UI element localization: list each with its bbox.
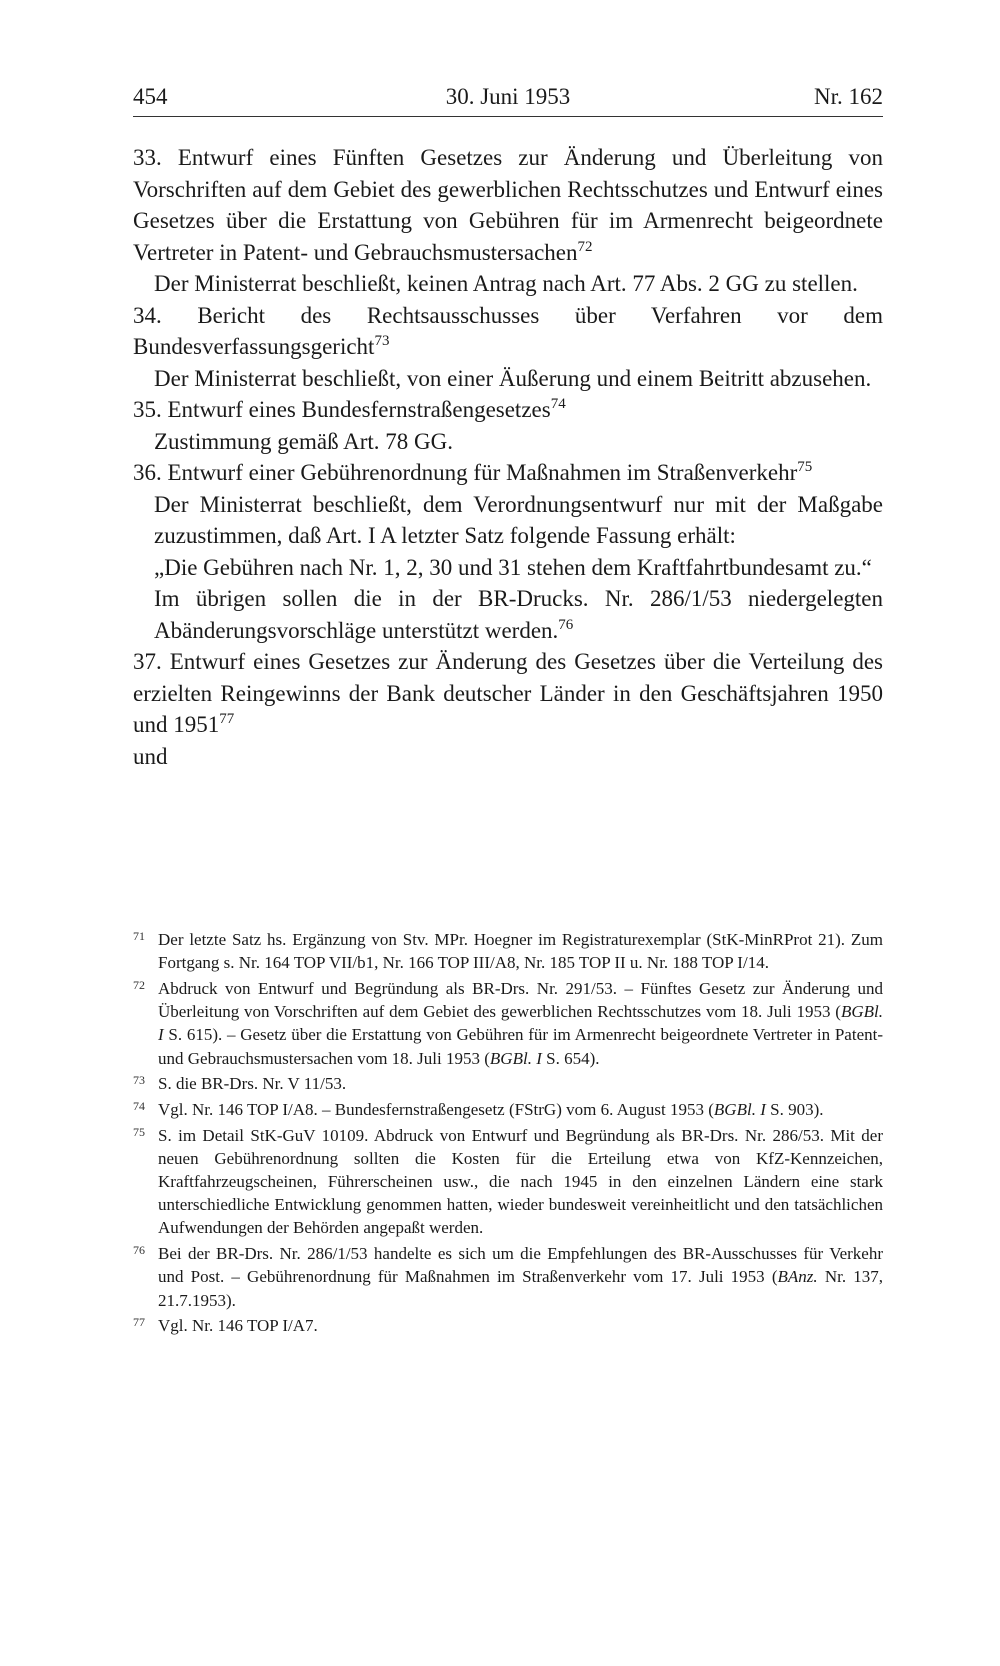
item-35-heading: 35. Entwurf eines Bundesfernstraßengesetzes$^{74}$ — [133, 396, 566, 422]
item-34-decision: Der Ministerrat beschließt, von einer Äußerung und einem Beitritt abzusehen. — [154, 365, 872, 391]
footnote-text: Vgl. Nr. 146 TOP I/A7. — [158, 1316, 318, 1336]
footnote-text: S. im Detail StK-GuV 10109. Abdruck von Entwurf und Begründung als BR-Drs. Nr. 286/53. Mit der neuen Gebührenordnung sollten die Kosten für die Erteilung etwa von KfZ-Kennzeichen, Kraftfahrzeugscheinen, Führerscheinen usw., die nach 1945 in den einzelnen Ländern eine stark unterschiedliche Entwicklung genommen hatten, wieder bundesweit vereinheitlicht und den tatsächlichen Aufwendungen der Behörden angepaßt werden. — [158, 1125, 883, 1238]
footnote-75 — [133, 1124, 883, 1240]
main-text — [133, 142, 883, 772]
footnote-number: 71 — [133, 929, 145, 943]
item-33-heading: 33. Entwurf eines Fünften Gesetzes zur Änderung und Überleitung von Vorschriften auf dem Gebiet des gewerblichen Rechtsschutzes und Entwurf eines Gesetzes über die Erstattung von Gebühren für im Armenrecht beigeordnete Vertreter in Patent- und Gebrauchsmustersachen$^{72}$ — [133, 145, 883, 265]
footnote-74 — [133, 1098, 883, 1121]
footnote-72 — [133, 977, 883, 1070]
footnote-text: Der letzte Satz hs. Ergänzung von Stv. MPr. Hoegner im Registraturexemplar (StK-MinRProt 21). Zum Fortgang s. Nr. 164 TOP VII/b1, Nr. 166 TOP III/A8, Nr. 185 TOP II u. Nr. 188 TOP I/14. — [158, 930, 883, 973]
footnote-number: 75 — [133, 1124, 145, 1139]
item-36-quote: „Die Gebühren nach Nr. 1, 2, 30 und 31 stehen dem Kraftfahrtbundesamt zu.“ — [154, 554, 872, 580]
item-36-decision: Der Ministerrat beschließt, dem Verordnungsentwurf nur mit der Maßgabe zuzustimmen, daß Art. I A letzter Satz folgende Fassung erhält: — [154, 491, 883, 548]
footnote-text: Bei der BR-Drs. Nr. 286/1/53 handelte es sich um die Empfehlungen des BR-Ausschusses für Verkehr und Post. – Gebührenordnung für Maßnahmen im Straßenverkehr vom 17. Juli 1953 (BAnz. Nr. 137, 21.7.1953). — [158, 1244, 883, 1310]
item-37-trailer: und — [133, 743, 168, 769]
footnote-ref-77[interactable]: 77 — [219, 711, 235, 727]
footnote-number: 77 — [133, 1315, 145, 1330]
header-issue: Nr. 162 — [814, 84, 883, 109]
footnote-73 — [133, 1072, 883, 1095]
footnote-77 — [133, 1314, 883, 1337]
footnote-text: S. die BR-Drs. Nr. V 11/53. — [158, 1074, 347, 1094]
footnote-76 — [133, 1242, 883, 1312]
header-date: 30. Juni 1953 — [445, 84, 571, 109]
footnote-number: 76 — [133, 1243, 145, 1258]
item-34-heading: 34. Bericht des Rechtsausschusses über Verfahren vor dem Bundesverfassungsgericht$^{73}$ — [133, 302, 883, 359]
footnote-ref-74[interactable]: 74 — [550, 396, 566, 412]
footnotes-section — [133, 928, 883, 1340]
footnote-ref-73[interactable]: 73 — [374, 333, 390, 349]
footnote-ref-72[interactable]: 72 — [577, 238, 593, 255]
page-number: 454 — [133, 84, 168, 109]
item-33-decision: Der Ministerrat beschließt, keinen Antrag nach Art. 77 Abs. 2 GG zu stellen. — [154, 271, 858, 296]
footnote-text: Vgl. Nr. 146 TOP I/A8. – Bundesfernstraßengesetz (FStrG) vom 6. August 1953 (BGBl. I S. 903). — [158, 1099, 824, 1119]
footnote-ref-76[interactable]: 76 — [558, 616, 574, 633]
item-36-note: Im übrigen sollen die in der BR-Drucks. Nr. 286/1/53 niedergelegten Abänderungsvorschläge unterstützt werden.$^{76}$ — [154, 586, 883, 643]
footnote-number: 72 — [133, 977, 145, 992]
footnote-ref-75[interactable]: 75 — [797, 459, 813, 475]
item-36-heading: 36. Entwurf einer Gebührenordnung für Maßnahmen im Straßenverkehr$^{75}$ — [133, 459, 813, 485]
footnote-number: 74 — [133, 1098, 145, 1113]
running-header — [133, 80, 883, 117]
item-37-heading: 37. Entwurf eines Gesetzes zur Änderung des Gesetzes über die Verteilung des erzielten Reingewinns der Bank deutscher Länder in den Geschäftsjahren 1950 und 1951$^{77}$ — [133, 649, 883, 737]
footnote-71 — [133, 928, 883, 974]
item-35-decision: Zustimmung gemäß Art. 78 GG. — [154, 428, 453, 454]
footnote-number: 73 — [133, 1073, 145, 1088]
footnote-text: Abdruck von Entwurf und Begründung als BR-Drs. Nr. 291/53. – Fünftes Gesetz zur Änderung und Überleitung von Vorschriften auf dem Gebiet des gewerblichen Rechtsschutzes vom 18. Juli 1953 (BGBl. I S. 615). – Gesetz über die Erstattung von Gebühren für im Armenrecht beigeordnete Vertreter in Patent- und Gebrauchsmustersachen vom 18. Juli 1953 (BGBl. I S. 654). — [158, 978, 883, 1068]
